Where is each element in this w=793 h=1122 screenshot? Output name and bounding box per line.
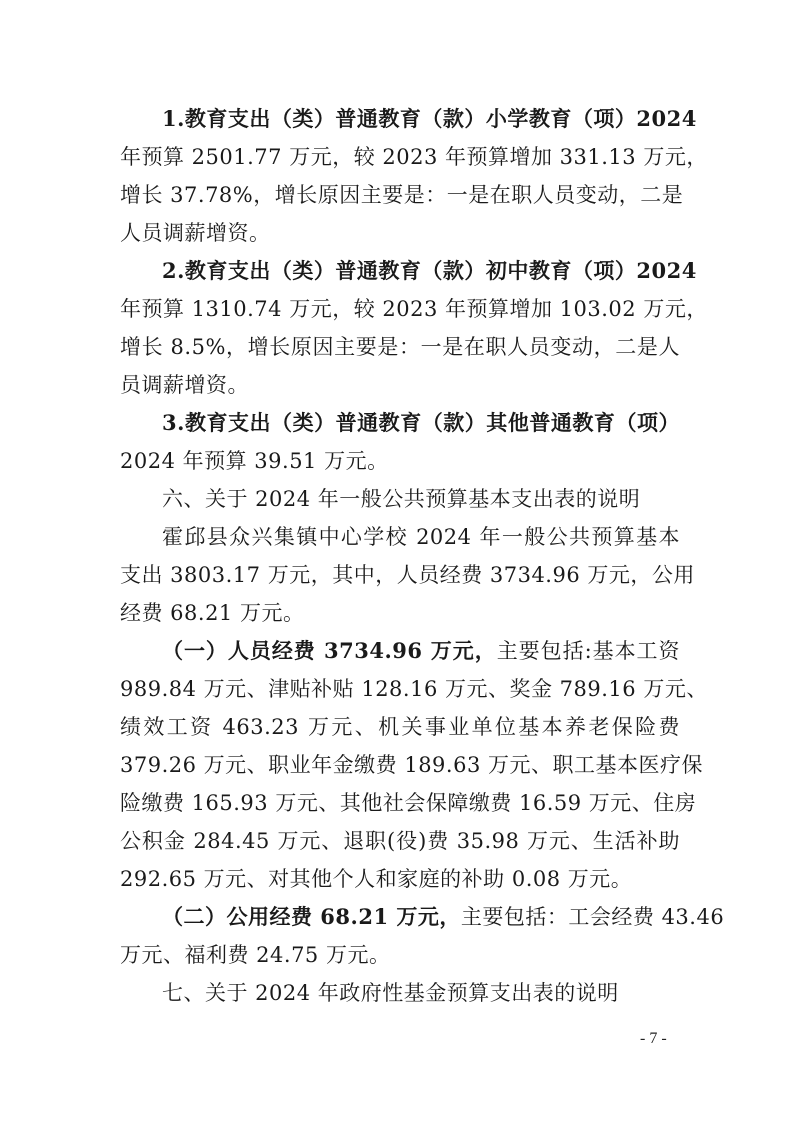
p2-line-4: 员调薪增资。 [120, 373, 249, 397]
public-expense-title: （二）公用经费 68.21 万元， [162, 904, 461, 929]
p4-line-3: 经费 68.21 万元。 [120, 601, 305, 625]
p1-line-2: 年预算 2501.77 万元，较 2023 年预算增加 331.13 万元， [120, 145, 708, 169]
p6-line-2: 万元、福利费 24.75 万元。 [120, 943, 391, 967]
p5-line-2: 989.84 万元、津贴补贴 128.16 万元、奖金 789.16 万元、 [120, 677, 708, 701]
p5-line-1 [162, 637, 680, 665]
p3-line-2: 2024 年预算 39.51 万元。 [120, 449, 389, 473]
p2-line-3: 增长 8.5%，增长原因主要是：一是在职人员变动，二是人 [120, 335, 680, 359]
p5-line-6: 公积金 284.45 万元、退职(役)费 35.98 万元、生活补助 [120, 829, 680, 853]
p6-line-1 [162, 903, 725, 931]
p5-line-7: 292.65 万元、对其他个人和家庭的补助 0.08 万元。 [120, 867, 633, 891]
public-expense-intro: 主要包括：工会经费 43.46 [460, 905, 725, 929]
p4-line-1: 霍邱县众兴集镇中心学校 2024 年一般公共预算基本 [162, 525, 680, 549]
p5-line-5: 险缴费 165.93 万元、其他社会保障缴费 16.59 万元、住房 [120, 791, 697, 815]
page-number: - 7 - [640, 1030, 667, 1047]
p1-line-1: 1.教育支出（类）普通教育（款）小学教育（项）2024 [162, 106, 697, 131]
p4-line-2: 支出 3803.17 万元，其中，人员经费 3734.96 万元，公用 [120, 563, 695, 587]
p1-line-3: 增长 37.78%，增长原因主要是：一是在职人员变动，二是 [120, 183, 684, 207]
section-heading-6: 六、关于 2024 年一般公共预算基本支出表的说明 [162, 487, 641, 511]
p3-line-1: 3.教育支出（类）普通教育（款）其他普通教育（项） [162, 410, 680, 435]
section-heading-7: 七、关于 2024 年政府性基金预算支出表的说明 [162, 981, 619, 1005]
p2-line-2: 年预算 1310.74 万元，较 2023 年预算增加 103.02 万元， [120, 297, 708, 321]
p2-line-1: 2.教育支出（类）普通教育（款）初中教育（项）2024 [162, 258, 697, 283]
personnel-expense-title: （一）人员经费 3734.96 万元， [162, 638, 497, 663]
p1-line-4: 人员调薪增资。 [120, 221, 271, 245]
personnel-expense-intro: 主要包括:基本工资 [496, 639, 681, 663]
p5-line-4: 379.26 万元、职业年金缴费 189.63 万元、职工基本医疗保 [120, 753, 703, 777]
p5-line-3: 绩效工资 463.23 万元、机关事业单位基本养老保险费 [120, 715, 680, 739]
